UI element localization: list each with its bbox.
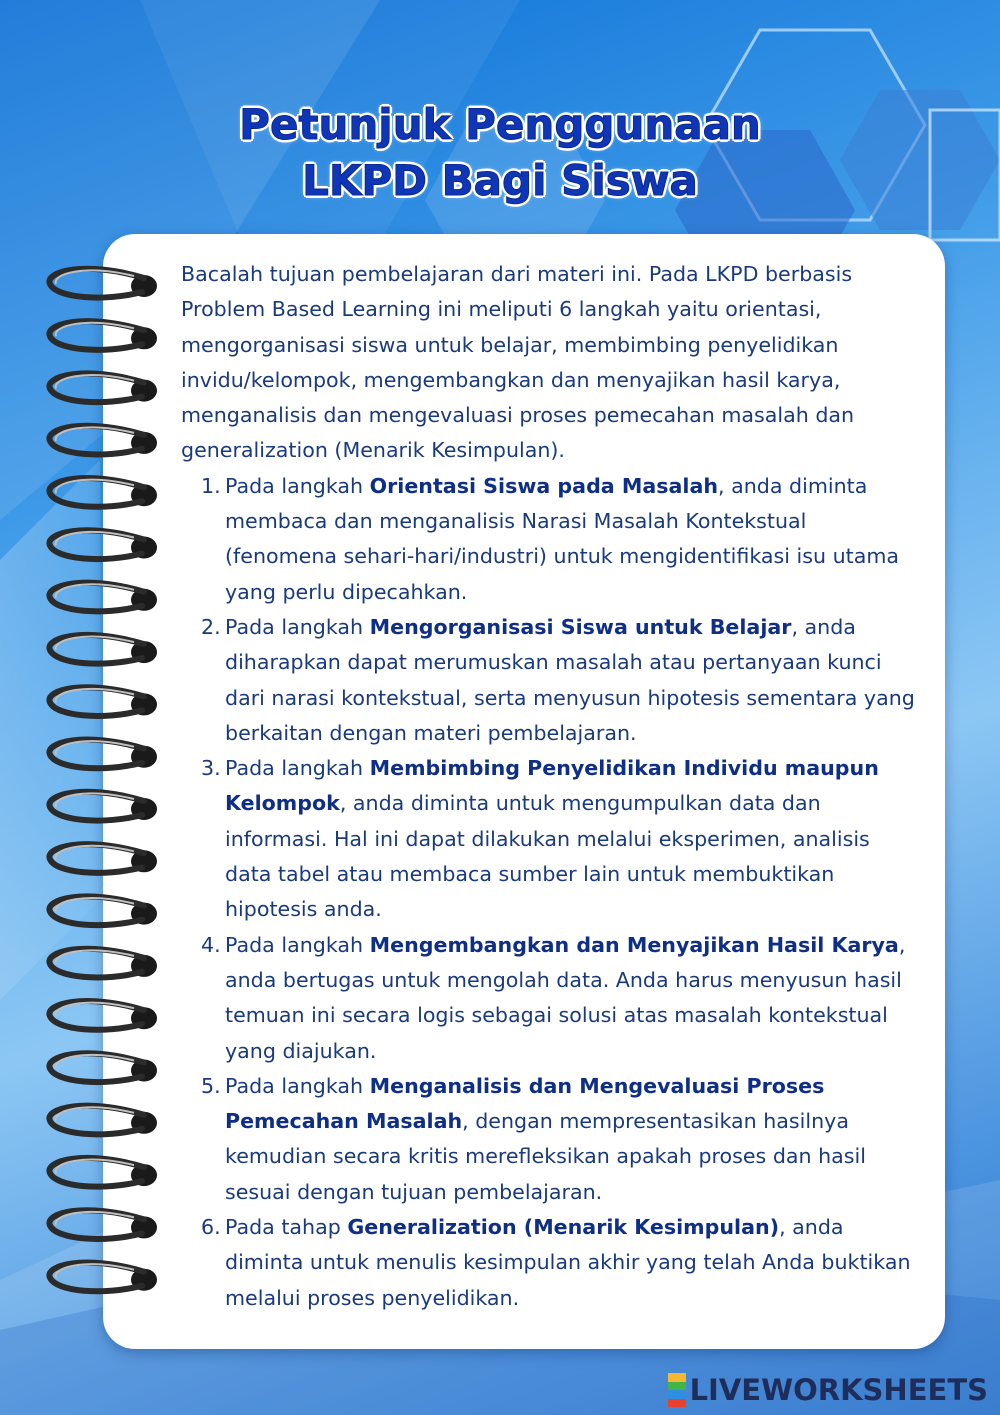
binding-ring [49,844,157,873]
step-text-pre: Pada langkah [225,1073,370,1098]
step-item [181,751,921,927]
step-number: 2. [201,614,221,639]
binding-ring [49,321,157,350]
step-item [181,469,921,610]
binding-ring [49,530,157,559]
step-text-pre: Pada langkah [225,756,370,781]
binding-ring [49,949,157,978]
step-text-post: , anda diminta membaca dan menganalisis Narasi Masalah Kontekstual (fenomena sehari-hari/industri) untuk mengidentifikasi isu utama yang perlu dipecahkan. [225,473,900,604]
binding-ring [49,1263,157,1292]
binding-ring [49,426,157,455]
step-text-pre: Pada tahap [225,1215,348,1240]
step-number: 4. [201,932,221,957]
step-title: Orientasi Siswa pada Masalah [369,473,719,498]
title-line-1: Petunjuk Penggunaan [239,100,761,149]
steps-list [181,469,921,1316]
step-item [181,1210,921,1316]
step-text-post: , anda diminta untuk menulis kesimpulan akhir yang telah Anda buktikan melalui proses penyelidikan. [225,1215,911,1310]
step-text-post: , anda bertugas untuk mengolah data. Anda harus menyusun hasil temuan ini secara logis sebagai solusi atas masalah kontekstual yang diajukan. [225,932,906,1063]
step-item [181,610,921,751]
step-number: 3. [201,756,221,781]
binding-ring [49,269,157,298]
step-title: Menganalisis dan Mengevaluasi Proses Pemecahan Masalah [225,1073,825,1134]
binding-ring [49,635,157,664]
binding-ring [49,1158,157,1187]
binding-ring [49,583,157,612]
binding-ring [49,740,157,769]
binding-ring [49,896,157,925]
step-text-pre: Pada langkah [225,614,370,639]
step-item [181,928,921,1069]
intro-paragraph: Bacalah tujuan pembelajaran dari materi ini. Pada LKPD berbasis Problem Based Learning ini meliputi 6 langkah yaitu orientasi, mengorganisasi siswa untuk belajar, membimbing penyelidikan invidu/kelompok, mengembangkan dan menyajikan hasil karya, menganalisis dan mengevaluasi proses pemecahan masalah dan generalization (Menarik Kesimpulan). [181,262,855,463]
binding-ring [49,1053,157,1082]
step-number: 1. [201,473,221,498]
step-text-post: , dengan mempresentasikan hasilnya kemudian secara kritis merefleksikan apakah proses dan hasil sesuai dengan tujuan pembelajaran. [225,1109,866,1204]
logo-text: LIVEWORKSHEETS [689,1373,988,1407]
step-number: 5. [201,1073,221,1098]
liveworksheets-logo[interactable] [668,1372,988,1408]
spiral-binding [44,262,164,1312]
title-line-2: LKPD Bagi Siswa [302,156,698,205]
step-text-pre: Pada langkah [225,473,370,498]
step-title: Mengembangkan dan Menyajikan Hasil Karya [369,932,899,957]
binding-ring [49,478,157,507]
step-title: Generalization (Menarik Kesimpulan) [347,1215,780,1240]
binding-ring [49,1106,157,1135]
step-title: Mengorganisasi Siswa untuk Belajar [369,614,792,639]
binding-ring [49,373,157,402]
step-text-post: , anda diminta untuk mengumpulkan data dan informasi. Hal ini dapat dilakukan melalui eksperimen, analisis data tabel atau membaca sumber lain untuk membuktikan hipotesis anda. [225,791,870,922]
instructions-content [181,257,921,1316]
binding-ring [49,1001,157,1030]
step-title: Membimbing Penyelidikan Individu maupun Kelompok [225,756,879,816]
step-number: 6. [201,1215,221,1240]
binding-ring [49,1210,157,1239]
logo-mark-icon [668,1373,686,1407]
step-item [181,1069,921,1210]
binding-ring [49,792,157,821]
step-text-post: , anda diharapkan dapat merumuskan masalah atau pertanyaan kunci dari narasi kontekstual, serta menyusun hipotesis sementara yang berkaitan dengan materi pembelajaran. [225,614,915,745]
binding-ring [49,687,157,716]
step-text-pre: Pada langkah [225,932,370,957]
